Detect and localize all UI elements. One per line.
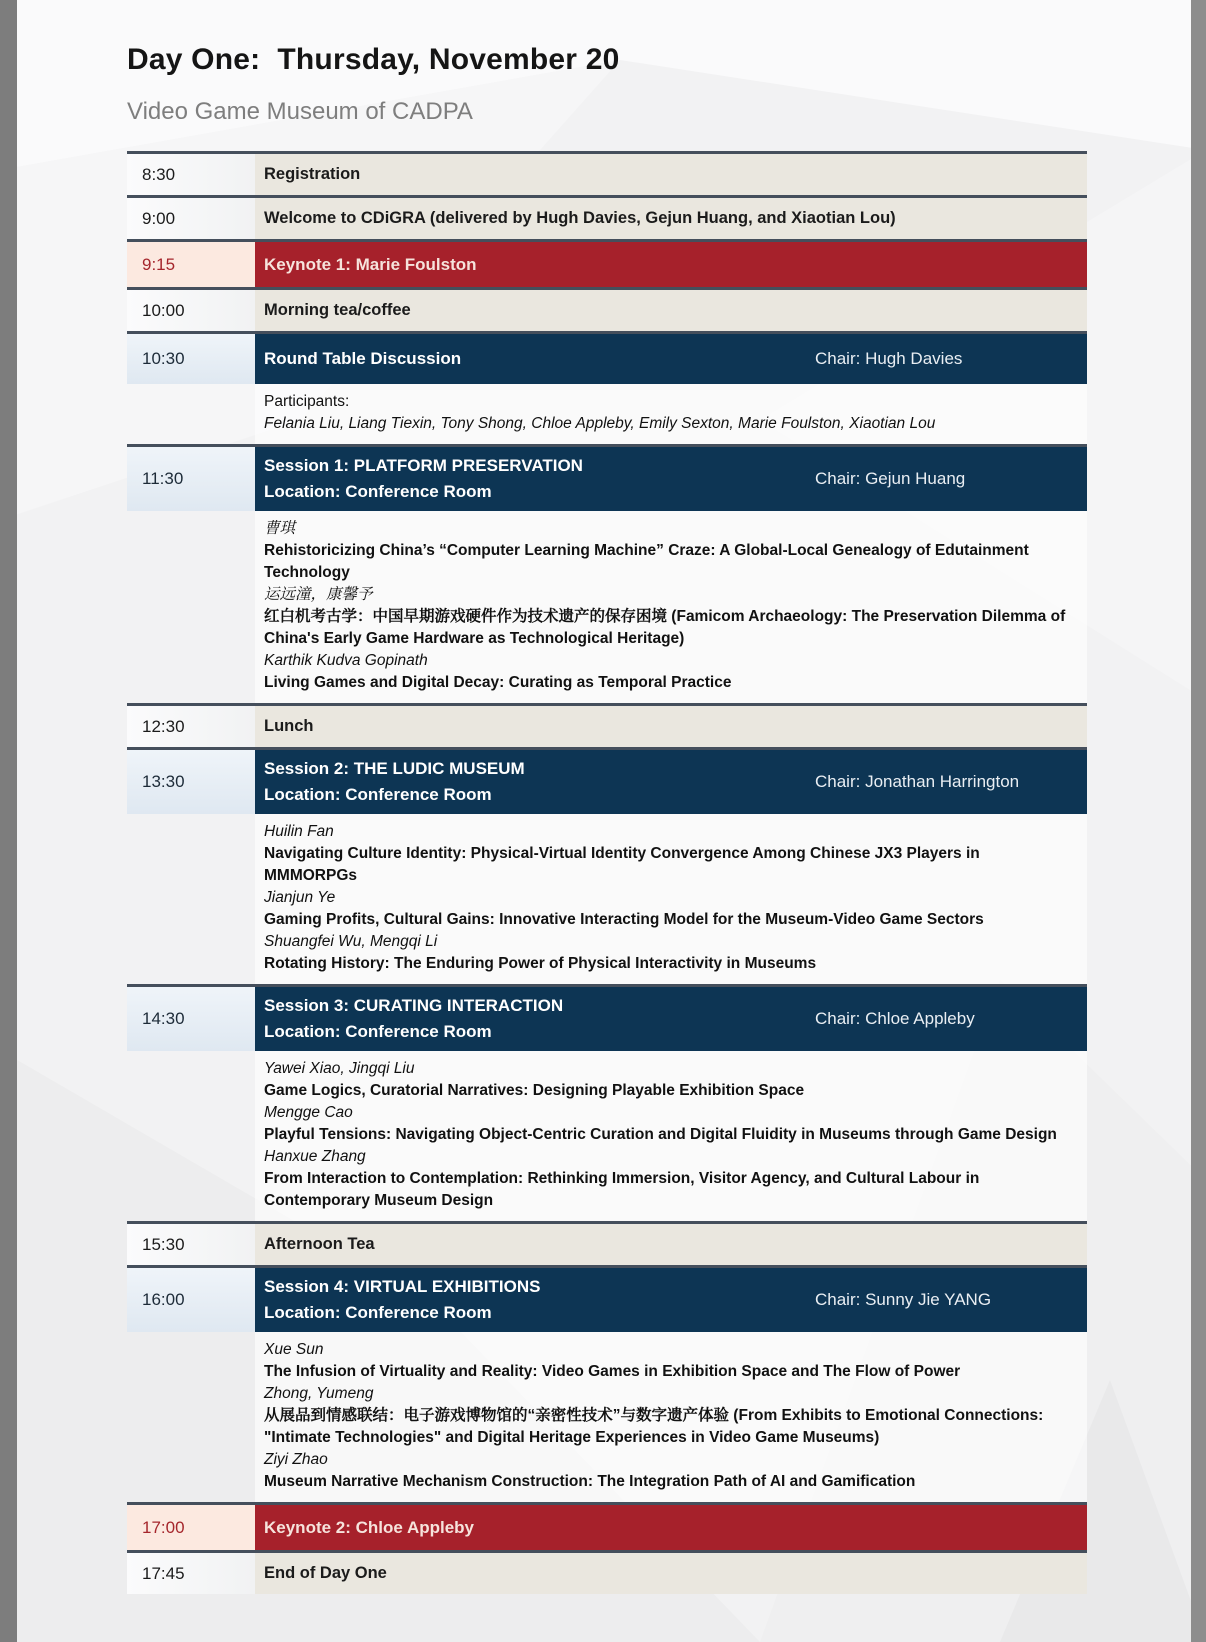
author-names: Huilin Fan — [264, 823, 334, 840]
time-cell-empty — [127, 384, 255, 444]
session-header-row — [127, 444, 1087, 511]
event-label: Registration — [264, 165, 361, 183]
schedule-table — [127, 151, 1087, 1594]
session-header-content — [255, 1268, 1087, 1332]
session-chair: Chair: Hugh Davies — [815, 349, 963, 368]
break-row — [127, 703, 1087, 747]
detail-content — [255, 511, 1087, 703]
session-header-content — [255, 750, 1087, 814]
break-row — [127, 195, 1087, 239]
session-location: Location: Conference Room — [264, 1022, 492, 1041]
paper-title: Gaming Profits, Cultural Gains: Innovative Interacting Model for the Museum-Video Game Sectors — [264, 911, 984, 928]
author-names: Xue Sun — [264, 1341, 324, 1358]
time-cell-empty — [127, 814, 255, 984]
session-location: Location: Conference Room — [264, 785, 492, 804]
session-chair: Chair: Chloe Appleby — [815, 1009, 975, 1028]
time-cell-empty — [127, 1051, 255, 1221]
session-header-row — [127, 1265, 1087, 1332]
time-label: 14:30 — [127, 987, 255, 1051]
paper-title: The Infusion of Virtuality and Reality: Video Games in Exhibition Space and The Flow of Power — [264, 1363, 961, 1380]
time-label: 10:00 — [127, 290, 255, 331]
time-label: 10:30 — [127, 334, 255, 384]
time-label: 8:30 — [127, 154, 255, 195]
keynote-label — [255, 242, 1087, 287]
session-title: Session 1: PLATFORM PRESERVATION — [264, 456, 583, 475]
time-label: 9:00 — [127, 198, 255, 239]
session-detail-row — [127, 1332, 1087, 1502]
session-detail-row — [127, 814, 1087, 984]
author-names: Shuangfei Wu, Mengqi Li — [264, 933, 438, 950]
session-location: Location: Conference Room — [264, 1303, 492, 1322]
event-label: Lunch — [264, 717, 314, 735]
session-header-row — [127, 747, 1087, 814]
session-detail-row — [127, 1051, 1087, 1221]
time-label: 9:15 — [127, 242, 255, 287]
session-chair: Chair: Gejun Huang — [815, 469, 966, 488]
detail-content — [255, 814, 1087, 984]
session-detail-row — [127, 511, 1087, 703]
author-names: Karthik Kudva Gopinath — [264, 652, 428, 669]
break-label — [255, 198, 1087, 239]
time-label: 12:30 — [127, 706, 255, 747]
paper-title: 红白机考古学：中国早期游戏硬件作为技术遗产的保存困境 (Famicom Archaeology: The Preservation Dilemma of China's Early Game Hardware as Technological Heritage) — [264, 608, 1066, 647]
time-cell-empty — [127, 511, 255, 703]
session-detail-row — [127, 384, 1087, 444]
author-names: Zhong, Yumeng — [264, 1385, 374, 1402]
time-cell-empty — [127, 1332, 255, 1502]
author-names: Jianjun Ye — [264, 889, 336, 906]
right-page-edge — [1191, 0, 1206, 1642]
time-label: 13:30 — [127, 750, 255, 814]
author-names: Participants: — [264, 393, 350, 410]
left-page-edge — [0, 0, 17, 1642]
session-header-content — [255, 987, 1087, 1051]
venue-subtitle: Video Game Museum of CADPA — [127, 98, 473, 125]
author-names: 运远潼，康馨予 — [264, 586, 373, 603]
break-label — [255, 290, 1087, 331]
author-names: Yawei Xiao, Jingqi Liu — [264, 1060, 415, 1077]
break-label — [255, 706, 1087, 747]
paper-title: Living Games and Digital Decay: Curating as Temporal Practice — [264, 674, 732, 691]
session-header-row — [127, 984, 1087, 1051]
event-label: Welcome to CDiGRA (delivered by Hugh Davies, Gejun Huang, and Xiaotian Lou) — [264, 209, 896, 227]
session-header-content — [255, 447, 1087, 511]
paper-title: Museum Narrative Mechanism Construction: The Integration Path of AI and Gamification — [264, 1473, 916, 1490]
author-names: Felania Liu, Liang Tiexin, Tony Shong, Chloe Appleby, Emily Sexton, Marie Foulston, Xiaotian Lou — [264, 415, 936, 432]
paper-title: Playful Tensions: Navigating Object-Centric Curation and Digital Fluidity in Museums through Game Design — [264, 1126, 1057, 1143]
event-label: Afternoon Tea — [264, 1235, 375, 1253]
page-title: Day One: Thursday, November 20 — [127, 43, 620, 76]
paper-title: From Interaction to Contemplation: Rethinking Immersion, Visitor Agency, and Cultural Labour in Contemporary Museum Design — [264, 1170, 980, 1209]
keynote-row — [127, 239, 1087, 287]
time-label: 17:00 — [127, 1505, 255, 1550]
event-label: Keynote 1: Marie Foulston — [264, 254, 477, 274]
break-row — [127, 151, 1087, 195]
detail-content — [255, 384, 1087, 444]
time-label: 15:30 — [127, 1224, 255, 1265]
author-names: Mengge Cao — [264, 1104, 353, 1121]
paper-title: Rotating History: The Enduring Power of Physical Interactivity in Museums — [264, 955, 817, 972]
time-label: 16:00 — [127, 1268, 255, 1332]
session-header-row — [127, 331, 1087, 384]
event-label: Keynote 2: Chloe Appleby — [264, 1517, 475, 1537]
paper-title: Game Logics, Curatorial Narratives: Designing Playable Exhibition Space — [264, 1082, 805, 1099]
author-names: 曹琪 — [264, 520, 296, 537]
event-label: Morning tea/coffee — [264, 301, 411, 319]
session-title: Round Table Discussion — [264, 349, 462, 368]
break-label — [255, 1224, 1087, 1265]
time-label: 17:45 — [127, 1553, 255, 1594]
break-row — [127, 1221, 1087, 1265]
session-title: Session 3: CURATING INTERACTION — [264, 996, 564, 1015]
detail-content — [255, 1332, 1087, 1502]
session-header-content — [255, 334, 1087, 384]
paper-title: Rehistoricizing China’s “Computer Learning Machine” Craze: A Global-Local Genealogy of Edutainment Technology — [264, 542, 1029, 581]
keynote-label — [255, 1505, 1087, 1550]
author-names: Ziyi Zhao — [264, 1451, 328, 1468]
break-row — [127, 1550, 1087, 1594]
time-label: 11:30 — [127, 447, 255, 511]
break-label — [255, 154, 1087, 195]
event-label: End of Day One — [264, 1564, 387, 1582]
session-title: Session 4: VIRTUAL EXHIBITIONS — [264, 1277, 541, 1296]
break-row — [127, 287, 1087, 331]
break-label — [255, 1553, 1087, 1594]
session-chair: Chair: Sunny Jie YANG — [815, 1290, 992, 1309]
detail-content — [255, 1051, 1087, 1221]
author-names: Hanxue Zhang — [264, 1148, 366, 1165]
keynote-row — [127, 1502, 1087, 1550]
session-chair: Chair: Jonathan Harrington — [815, 772, 1020, 791]
session-title: Session 2: THE LUDIC MUSEUM — [264, 759, 525, 778]
paper-title: 从展品到情感联结：电子游戏博物馆的“亲密性技术”与数字遗产体验 (From Exhibits to Emotional Connections: "Intimate Technologies" and Digital Heritage Experiences in Video Game Museums) — [264, 1407, 1044, 1446]
session-location: Location: Conference Room — [264, 482, 492, 501]
paper-title: Navigating Culture Identity: Physical-Virtual Identity Convergence Among Chinese JX3 Players in MMMORPGs — [264, 845, 980, 884]
